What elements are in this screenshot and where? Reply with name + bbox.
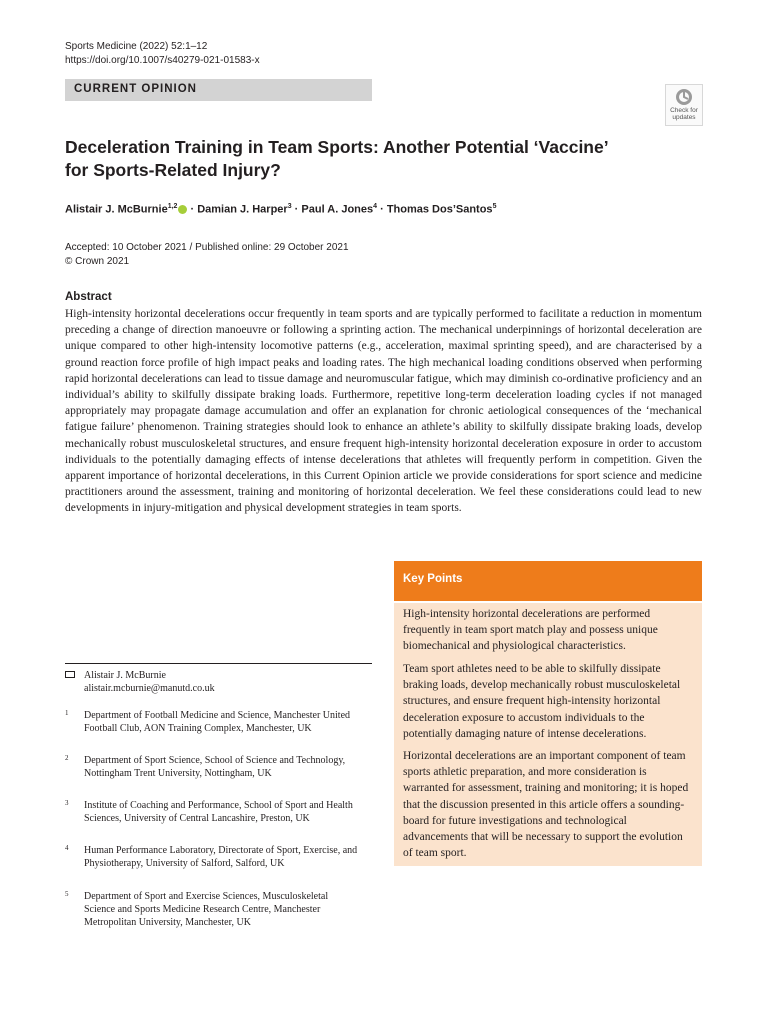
affiliation-text: Department of Football Medicine and Science, Manchester United Football Club, AON Training Complex, Manchester, UK — [84, 710, 351, 734]
author-separator: · — [377, 203, 387, 216]
author-affiliation-sup: 5 — [492, 203, 497, 210]
publication-dates — [65, 241, 349, 269]
journal-citation: Sports Medicine (2022) 52:1–12 — [65, 41, 208, 52]
check-badge-line2: updates — [672, 114, 696, 121]
affiliation-number: 5 — [65, 890, 69, 898]
corresponding-author-name: Alistair J. McBurnie — [84, 670, 166, 681]
author-name[interactable]: Alistair J. McBurnie — [65, 203, 168, 216]
title-line-1: Deceleration Training in Team Sports: Another Potential ‘Vaccine’ — [65, 137, 609, 157]
key-points-title: Key Points — [403, 573, 463, 585]
accepted-published-date: Accepted: 10 October 2021 / Published online: 29 October 2021 — [65, 242, 349, 253]
journal-header — [65, 40, 260, 68]
author-affiliation-sup: 4 — [373, 203, 378, 210]
check-badge-line1: Check for — [670, 107, 698, 114]
affiliation-text: Institute of Coaching and Performance, School of Sport and Health Sciences, University of Central Lancashire, Preston, UK — [84, 800, 353, 824]
section-tag — [65, 79, 372, 101]
title-line-2: for Sports-Related Injury? — [65, 160, 281, 180]
affiliation-text: Department of Sport Science, School of Science and Technology, Nottingham Trent University, Nottingham, UK — [84, 755, 346, 779]
author-affiliation-sup: 3 — [287, 203, 292, 210]
key-point-item: Horizontal decelerations are an important component of team sports athletic preparation, and more consideration is warranted for assessment, training and monitoring; it is hoped that the discussion presented in this article offers a sounding-board for future investigations and technological advancements that will be necessary to support the evolution of team sport. — [394, 745, 702, 866]
author-affiliation-sup: 1,2 — [167, 203, 178, 210]
section-tag-label: CURRENT OPINION — [74, 83, 197, 95]
check-for-updates-badge[interactable] — [665, 84, 703, 126]
author-name[interactable]: Damian J. Harper — [197, 203, 288, 216]
article-title — [65, 136, 625, 182]
key-points-header — [394, 561, 702, 601]
key-point-item: High-intensity horizontal decelerations are performed frequently in team sport match play and possess unique biomechanical and physiological characteristics. — [394, 603, 702, 660]
doi-link[interactable]: https://doi.org/10.1007/s40279-021-01583-x — [65, 55, 260, 66]
author-list — [65, 203, 496, 216]
affiliation-text: Human Performance Laboratory, Directorate of Sport, Exercise, and Physiotherapy, University of Salford, Salford, UK — [84, 845, 358, 869]
copyright-notice: © Crown 2021 — [65, 256, 130, 267]
key-point-item: Team sport athletes need to be able to skilfully dissipate braking loads, develop mechanically robust musculoskeletal structures, and ensure frequent high-intensity horizontal deceleration exposure to accustom individuals to the potentially damaging nature of intense decelerations. — [394, 658, 702, 747]
author-name[interactable]: Paul A. Jones — [301, 203, 374, 216]
affiliation-number: 2 — [65, 754, 69, 762]
author-name[interactable]: Thomas Dos’Santos — [386, 203, 493, 216]
envelope-icon — [65, 671, 75, 678]
footnote-divider — [65, 663, 372, 664]
affiliation-number: 4 — [65, 844, 69, 852]
affiliation-number: 1 — [65, 709, 69, 717]
corresponding-author-email[interactable]: alistair.mcburnie@manutd.co.uk — [84, 683, 215, 694]
affiliation-number: 3 — [65, 799, 69, 807]
author-separator: · — [291, 203, 302, 216]
abstract-body: High-intensity horizontal decelerations occur frequently in team sports and are typically performed to facilitate a reduction in momentum preceding a change of direction manoeuvre or following a sprinting action. The mechanical underpinnings of horizontal deceleration are unique compared to other high-intensity locomotive patterns (e.g., acceleration, maximal sprinting speed), and are characterised by a ground reaction force profile of high impact peaks and loading rates. The high mechanical loading conditions observed when performing rapid horizontal decelerations can lead to tissue damage and neuromuscular fatigue, which may diminish co-ordinative proficiency and an individual’s ability to skilfully dissipate braking loads. Furthermore, repetitive long-term deceleration loading cycles if not managed appropriately may propagate damage accumulation and offer an explanation for chronic aetiological consequences of the ‘mechanical fatigue failure’ phenomenon. Training strategies should look to enhance an athlete’s ability to skilfully dissipate braking loads, develop mechanically robust musculoskeletal structures, and ensure frequent high-intensity horizontal deceleration exposure in order to accustom individuals to the potentially damaging effects of intense decelerations that athletes will frequently perform in competition. Given the apparent importance of horizontal decelerations, in this Current Opinion article we provide considerations for sport science and medicine practitioners around the assessment, training and monitoring of horizontal deceleration. We feel these considerations could lead to new developments in injury-mitigation and physical development strategies in team sports. — [65, 308, 702, 515]
affiliation-text: Department of Sport and Exercise Sciences, Musculoskeletal Science and Sports Medicine Research Centre, Manchester Metropolitan University, Manchester, UK — [84, 891, 329, 928]
author-separator: · — [187, 203, 198, 216]
abstract-heading: Abstract — [65, 291, 112, 303]
check-for-updates-icon — [675, 88, 693, 106]
